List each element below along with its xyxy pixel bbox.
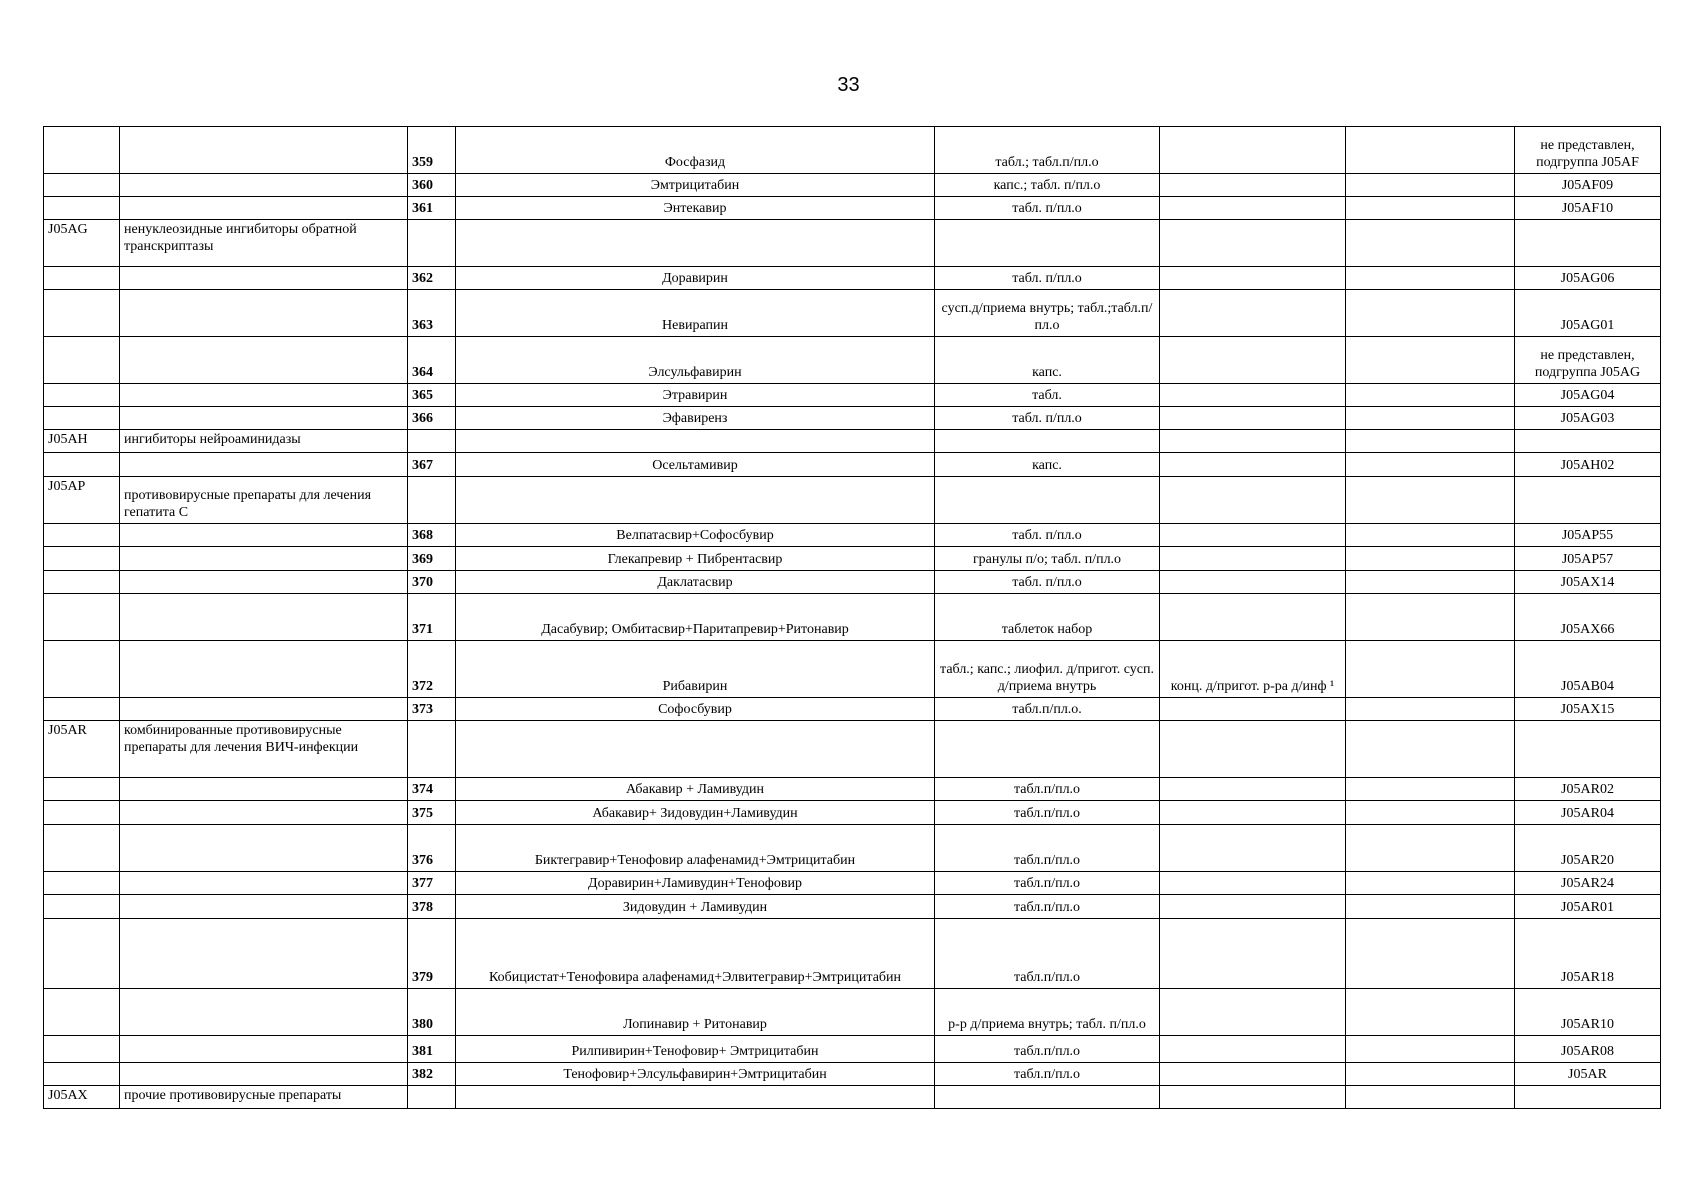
extra-form-cell xyxy=(1160,220,1346,267)
dosage-form-cell: табл.; капс.; лиофил. д/пригот. сусп. д/приема внутрь xyxy=(935,641,1160,698)
drug-name-cell xyxy=(456,721,935,778)
drug-name-cell: Даклатасвир xyxy=(456,571,935,594)
table-row xyxy=(44,1063,1661,1086)
extra-form-cell xyxy=(1160,477,1346,524)
row-number-cell: 363 xyxy=(408,290,456,337)
code-cell: J05AF09 xyxy=(1515,174,1661,197)
extra-form-cell xyxy=(1160,127,1346,174)
atc-code-cell xyxy=(44,919,120,989)
page-number: 33 xyxy=(837,74,860,96)
row-number-cell: 367 xyxy=(408,453,456,477)
drug-name-cell: Рибавирин xyxy=(456,641,935,698)
empty-cell xyxy=(1346,895,1515,919)
code-cell xyxy=(1515,721,1661,778)
empty-cell xyxy=(1346,641,1515,698)
extra-form-cell xyxy=(1160,989,1346,1036)
table-row xyxy=(44,594,1661,641)
group-name-cell xyxy=(120,547,408,571)
table-row xyxy=(44,571,1661,594)
group-name-cell xyxy=(120,825,408,872)
group-name-cell xyxy=(120,384,408,407)
drug-name-cell: Кобицистат+Тенофовира алафенамид+Элвитегравир+Эмтрицитабин xyxy=(456,919,935,989)
dosage-form-cell xyxy=(935,220,1160,267)
row-number-cell xyxy=(408,721,456,778)
extra-form-cell xyxy=(1160,919,1346,989)
group-name-cell xyxy=(120,594,408,641)
table-row xyxy=(44,524,1661,547)
empty-cell xyxy=(1346,384,1515,407)
code-cell: J05AX66 xyxy=(1515,594,1661,641)
table-row xyxy=(44,197,1661,220)
code-cell: J05AF10 xyxy=(1515,197,1661,220)
group-name-cell xyxy=(120,197,408,220)
dosage-form-cell: табл.п/пл.о xyxy=(935,778,1160,801)
dosage-form-cell xyxy=(935,477,1160,524)
row-number-cell: 371 xyxy=(408,594,456,641)
code-cell: J05AH02 xyxy=(1515,453,1661,477)
table-row-group xyxy=(44,1086,1661,1109)
table-row xyxy=(44,407,1661,430)
row-number-cell: 382 xyxy=(408,1063,456,1086)
empty-cell xyxy=(1346,197,1515,220)
atc-code-cell xyxy=(44,825,120,872)
code-cell: J05AG01 xyxy=(1515,290,1661,337)
group-name-cell xyxy=(120,919,408,989)
dosage-form-cell xyxy=(935,1086,1160,1109)
dosage-form-cell: табл. п/пл.о xyxy=(935,407,1160,430)
atc-code-cell xyxy=(44,801,120,825)
table-row-group xyxy=(44,430,1661,453)
group-name-cell: комбинированные противовирусные препараты для лечения ВИЧ-инфекции xyxy=(120,721,408,778)
dosage-form-cell xyxy=(935,721,1160,778)
table-row xyxy=(44,872,1661,895)
row-number-cell: 381 xyxy=(408,1036,456,1063)
code-cell: J05AR10 xyxy=(1515,989,1661,1036)
code-cell: J05AR02 xyxy=(1515,778,1661,801)
extra-form-cell: конц. д/пригот. р-ра д/инф ¹ xyxy=(1160,641,1346,698)
code-cell xyxy=(1515,220,1661,267)
empty-cell xyxy=(1346,220,1515,267)
empty-cell xyxy=(1346,1063,1515,1086)
code-cell: J05AR08 xyxy=(1515,1036,1661,1063)
atc-code-cell xyxy=(44,989,120,1036)
row-number-cell: 360 xyxy=(408,174,456,197)
group-name-cell: прочие противовирусные препараты xyxy=(120,1086,408,1109)
empty-cell xyxy=(1346,524,1515,547)
dosage-form-cell: табл.п/пл.о xyxy=(935,1036,1160,1063)
atc-code-cell xyxy=(44,547,120,571)
empty-cell xyxy=(1346,337,1515,384)
empty-cell xyxy=(1346,801,1515,825)
row-number-cell: 368 xyxy=(408,524,456,547)
dosage-form-cell: табл.п/пл.о xyxy=(935,1063,1160,1086)
code-cell: не представлен, подгруппа J05AG xyxy=(1515,337,1661,384)
empty-cell xyxy=(1346,778,1515,801)
atc-code-cell xyxy=(44,407,120,430)
code-cell xyxy=(1515,477,1661,524)
table-row xyxy=(44,1036,1661,1063)
row-number-cell: 376 xyxy=(408,825,456,872)
empty-cell xyxy=(1346,127,1515,174)
atc-code-cell xyxy=(44,594,120,641)
table-row xyxy=(44,127,1661,174)
empty-cell xyxy=(1346,571,1515,594)
dosage-form-cell: капс. xyxy=(935,337,1160,384)
drug-name-cell: Софосбувир xyxy=(456,698,935,721)
atc-code-cell: J05AP xyxy=(44,477,120,524)
extra-form-cell xyxy=(1160,174,1346,197)
code-cell: J05AB04 xyxy=(1515,641,1661,698)
group-name-cell xyxy=(120,407,408,430)
code-cell xyxy=(1515,1086,1661,1109)
code-cell: J05AP55 xyxy=(1515,524,1661,547)
drug-name-cell: Энтекавир xyxy=(456,197,935,220)
dosage-form-cell: табл.п/пл.о xyxy=(935,919,1160,989)
group-name-cell xyxy=(120,872,408,895)
extra-form-cell xyxy=(1160,197,1346,220)
group-name-cell xyxy=(120,801,408,825)
atc-code-cell: J05AR xyxy=(44,721,120,778)
table-row xyxy=(44,989,1661,1036)
group-name-cell: ненуклеозидные ингибиторы обратной транскриптазы xyxy=(120,220,408,267)
code-cell: J05AG03 xyxy=(1515,407,1661,430)
extra-form-cell xyxy=(1160,698,1346,721)
code-cell: J05AX15 xyxy=(1515,698,1661,721)
extra-form-cell xyxy=(1160,801,1346,825)
table-row xyxy=(44,778,1661,801)
drug-name-cell: Доравирин xyxy=(456,267,935,290)
atc-code-cell xyxy=(44,290,120,337)
extra-form-cell xyxy=(1160,825,1346,872)
atc-code-cell xyxy=(44,267,120,290)
dosage-form-cell: р-р д/приема внутрь; табл. п/пл.о xyxy=(935,989,1160,1036)
group-name-cell xyxy=(120,989,408,1036)
table-row xyxy=(44,174,1661,197)
table-row xyxy=(44,384,1661,407)
code-cell: J05AR04 xyxy=(1515,801,1661,825)
atc-code-cell xyxy=(44,524,120,547)
row-number-cell: 372 xyxy=(408,641,456,698)
group-name-cell xyxy=(120,778,408,801)
drug-name-cell: Дасабувир; Омбитасвир+Паритапревир+Ритонавир xyxy=(456,594,935,641)
empty-cell xyxy=(1346,547,1515,571)
group-name-cell xyxy=(120,1063,408,1086)
group-name-cell xyxy=(120,453,408,477)
group-name-cell xyxy=(120,127,408,174)
atc-code-cell xyxy=(44,571,120,594)
drug-name-cell: Абакавир + Ламивудин xyxy=(456,778,935,801)
table-row xyxy=(44,919,1661,989)
drug-name-cell: Осельтамивир xyxy=(456,453,935,477)
code-cell: J05AG06 xyxy=(1515,267,1661,290)
drug-name-cell: Глекапревир + Пибрентасвир xyxy=(456,547,935,571)
atc-code-cell xyxy=(44,337,120,384)
code-cell: J05AR xyxy=(1515,1063,1661,1086)
drug-name-cell xyxy=(456,430,935,453)
dosage-form-cell: табл.п/пл.о xyxy=(935,895,1160,919)
row-number-cell: 362 xyxy=(408,267,456,290)
drug-name-cell: Тенофовир+Элсульфавирин+Эмтрицитабин xyxy=(456,1063,935,1086)
code-cell: J05AR01 xyxy=(1515,895,1661,919)
table-row xyxy=(44,895,1661,919)
dosage-form-cell: табл.п/пл.о xyxy=(935,801,1160,825)
drug-name-cell: Лопинавир + Ритонавир xyxy=(456,989,935,1036)
table-row xyxy=(44,641,1661,698)
code-cell: J05AP57 xyxy=(1515,547,1661,571)
dosage-form-cell: табл.; табл.п/пл.о xyxy=(935,127,1160,174)
row-number-cell: 359 xyxy=(408,127,456,174)
group-name-cell xyxy=(120,698,408,721)
atc-code-cell xyxy=(44,641,120,698)
drug-name-cell: Фосфазид xyxy=(456,127,935,174)
dosage-form-cell: табл. п/пл.о xyxy=(935,267,1160,290)
atc-code-cell xyxy=(44,197,120,220)
row-number-cell: 364 xyxy=(408,337,456,384)
drug-name-cell: Зидовудин + Ламивудин xyxy=(456,895,935,919)
row-number-cell: 366 xyxy=(408,407,456,430)
drug-name-cell xyxy=(456,220,935,267)
group-name-cell xyxy=(120,641,408,698)
row-number-cell xyxy=(408,430,456,453)
dosage-form-cell: табл. п/пл.о xyxy=(935,524,1160,547)
empty-cell xyxy=(1346,290,1515,337)
dosage-form-cell xyxy=(935,430,1160,453)
row-number-cell: 361 xyxy=(408,197,456,220)
drug-name-cell: Доравирин+Ламивудин+Тенофовир xyxy=(456,872,935,895)
code-cell: J05AR18 xyxy=(1515,919,1661,989)
group-name-cell: противовирусные препараты для лечения гепатита С xyxy=(120,477,408,524)
empty-cell xyxy=(1346,1086,1515,1109)
drug-name-cell: Эфавиренз xyxy=(456,407,935,430)
empty-cell xyxy=(1346,477,1515,524)
atc-code-cell xyxy=(44,778,120,801)
extra-form-cell xyxy=(1160,1063,1346,1086)
row-number-cell: 374 xyxy=(408,778,456,801)
empty-cell xyxy=(1346,919,1515,989)
dosage-form-cell: табл.п/пл.о xyxy=(935,872,1160,895)
table-row-group xyxy=(44,220,1661,267)
code-cell xyxy=(1515,430,1661,453)
empty-cell xyxy=(1346,407,1515,430)
atc-code-cell: J05AG xyxy=(44,220,120,267)
empty-cell xyxy=(1346,1036,1515,1063)
extra-form-cell xyxy=(1160,778,1346,801)
row-number-cell: 375 xyxy=(408,801,456,825)
code-cell: J05AR20 xyxy=(1515,825,1661,872)
group-name-cell xyxy=(120,524,408,547)
table-row xyxy=(44,698,1661,721)
extra-form-cell xyxy=(1160,384,1346,407)
dosage-form-cell: гранулы п/о; табл. п/пл.о xyxy=(935,547,1160,571)
atc-code-cell: J05AH xyxy=(44,430,120,453)
atc-code-cell xyxy=(44,698,120,721)
drug-name-cell: Велпатасвир+Софосбувир xyxy=(456,524,935,547)
row-number-cell xyxy=(408,220,456,267)
extra-form-cell xyxy=(1160,594,1346,641)
dosage-form-cell: табл. xyxy=(935,384,1160,407)
row-number-cell: 378 xyxy=(408,895,456,919)
row-number-cell: 373 xyxy=(408,698,456,721)
extra-form-cell xyxy=(1160,895,1346,919)
drug-name-cell: Биктегравир+Тенофовир алафенамид+Эмтрицитабин xyxy=(456,825,935,872)
table-row xyxy=(44,547,1661,571)
empty-cell xyxy=(1346,267,1515,290)
atc-code-cell: J05AX xyxy=(44,1086,120,1109)
dosage-form-cell: капс.; табл. п/пл.о xyxy=(935,174,1160,197)
code-cell: J05AX14 xyxy=(1515,571,1661,594)
group-name-cell xyxy=(120,895,408,919)
drug-name-cell: Элсульфавирин xyxy=(456,337,935,384)
row-number-cell: 380 xyxy=(408,989,456,1036)
dosage-form-cell: табл. п/пл.о xyxy=(935,571,1160,594)
atc-code-cell xyxy=(44,895,120,919)
row-number-cell xyxy=(408,1086,456,1109)
dosage-form-cell: капс. xyxy=(935,453,1160,477)
drug-name-cell: Абакавир+ Зидовудин+Ламивудин xyxy=(456,801,935,825)
empty-cell xyxy=(1346,825,1515,872)
empty-cell xyxy=(1346,594,1515,641)
atc-code-cell xyxy=(44,453,120,477)
table-row-group xyxy=(44,721,1661,778)
group-name-cell xyxy=(120,1036,408,1063)
atc-code-cell xyxy=(44,1036,120,1063)
row-number-cell: 379 xyxy=(408,919,456,989)
dosage-form-cell: таблеток набор xyxy=(935,594,1160,641)
atc-code-cell xyxy=(44,127,120,174)
extra-form-cell xyxy=(1160,453,1346,477)
atc-code-cell xyxy=(44,872,120,895)
table-body xyxy=(44,127,1661,1109)
row-number-cell xyxy=(408,477,456,524)
extra-form-cell xyxy=(1160,1086,1346,1109)
dosage-form-cell: сусп.д/приема внутрь; табл.;табл.п/пл.о xyxy=(935,290,1160,337)
atc-code-cell xyxy=(44,174,120,197)
drug-name-cell: Эмтрицитабин xyxy=(456,174,935,197)
atc-code-cell xyxy=(44,1063,120,1086)
drug-name-cell: Этравирин xyxy=(456,384,935,407)
code-cell: не представлен, подгруппа J05AF xyxy=(1515,127,1661,174)
group-name-cell xyxy=(120,174,408,197)
table-row xyxy=(44,801,1661,825)
extra-form-cell xyxy=(1160,1036,1346,1063)
extra-form-cell xyxy=(1160,571,1346,594)
empty-cell xyxy=(1346,989,1515,1036)
empty-cell xyxy=(1346,872,1515,895)
table-row xyxy=(44,290,1661,337)
extra-form-cell xyxy=(1160,524,1346,547)
group-name-cell xyxy=(120,290,408,337)
drug-name-cell: Невирапин xyxy=(456,290,935,337)
extra-form-cell xyxy=(1160,721,1346,778)
table-row xyxy=(44,453,1661,477)
empty-cell xyxy=(1346,174,1515,197)
empty-cell xyxy=(1346,430,1515,453)
atc-code-cell xyxy=(44,384,120,407)
dosage-form-cell: табл.п/пл.о xyxy=(935,825,1160,872)
drug-name-cell xyxy=(456,477,935,524)
table-row-group xyxy=(44,477,1661,524)
extra-form-cell xyxy=(1160,547,1346,571)
extra-form-cell xyxy=(1160,872,1346,895)
code-cell: J05AG04 xyxy=(1515,384,1661,407)
table-row xyxy=(44,337,1661,384)
table-row xyxy=(44,825,1661,872)
group-name-cell xyxy=(120,267,408,290)
extra-form-cell xyxy=(1160,407,1346,430)
row-number-cell: 365 xyxy=(408,384,456,407)
extra-form-cell xyxy=(1160,337,1346,384)
drug-name-cell: Рилпивирин+Тенофовир+ Эмтрицитабин xyxy=(456,1036,935,1063)
empty-cell xyxy=(1346,453,1515,477)
empty-cell xyxy=(1346,721,1515,778)
group-name-cell xyxy=(120,571,408,594)
row-number-cell: 369 xyxy=(408,547,456,571)
group-name-cell: ингибиторы нейроаминидазы xyxy=(120,430,408,453)
group-name-cell xyxy=(120,337,408,384)
drug-name-cell xyxy=(456,1086,935,1109)
extra-form-cell xyxy=(1160,430,1346,453)
dosage-form-cell: табл.п/пл.о. xyxy=(935,698,1160,721)
row-number-cell: 377 xyxy=(408,872,456,895)
code-cell: J05AR24 xyxy=(1515,872,1661,895)
row-number-cell: 370 xyxy=(408,571,456,594)
extra-form-cell xyxy=(1160,290,1346,337)
empty-cell xyxy=(1346,698,1515,721)
extra-form-cell xyxy=(1160,267,1346,290)
table-row xyxy=(44,267,1661,290)
dosage-form-cell: табл. п/пл.о xyxy=(935,197,1160,220)
drug-table xyxy=(43,126,1661,1109)
